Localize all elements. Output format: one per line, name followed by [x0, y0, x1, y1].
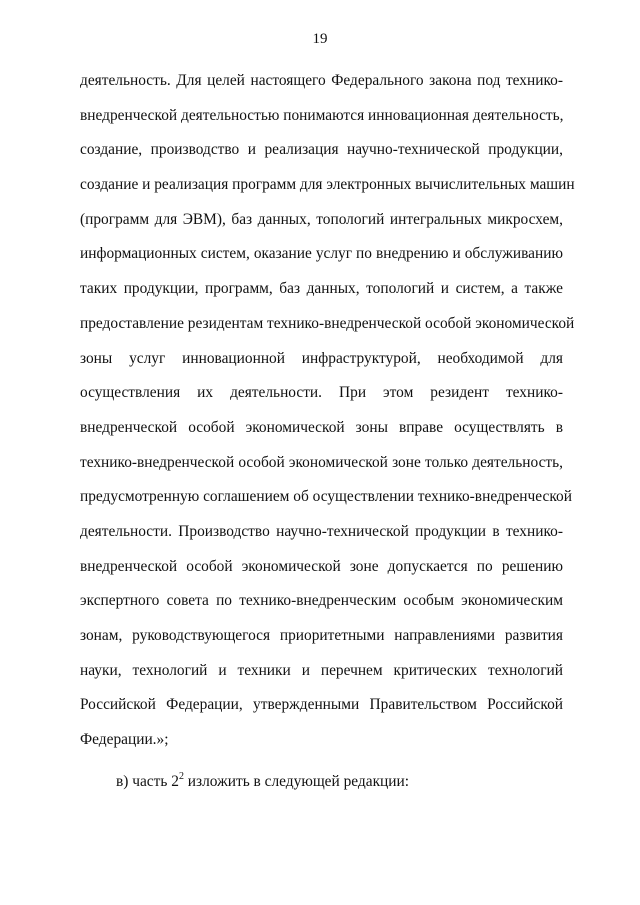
paragraph-line: технико-внедренческой особой экономической зоне только деятельность,	[80, 453, 563, 471]
item-superscript: 2	[178, 771, 184, 782]
paragraph-line: создание, производство и реализация научно-технической продукции,	[80, 141, 563, 159]
paragraph-line: науки, технологий и техники и перечнем критических технологий	[80, 661, 563, 679]
paragraph-line: деятельности. Производство научно-технической продукции в технико-	[80, 522, 563, 540]
paragraph-line: зоны услуг инновационной инфраструктурой, необходимой для	[80, 349, 563, 367]
paragraph-line: создание и реализация программ для электронных вычислительных машин	[80, 176, 575, 194]
paragraph-line: (программ для ЭВМ), баз данных, топологий интегральных микросхем,	[80, 210, 563, 228]
page-number: 19	[312, 31, 328, 47]
body-paragraph	[80, 64, 575, 758]
paragraph-line: экспертного совета по технико-внедренческим особым экономическим	[80, 592, 563, 610]
item-text-start: в) часть 2	[116, 773, 179, 790]
paragraph-line: деятельность. Для целей настоящего Федерального закона под технико-	[80, 72, 563, 89]
paragraph-line: зонам, руководствующегося приоритетными направлениями развития	[80, 627, 563, 644]
paragraph-line: предусмотренную соглашением об осуществлении технико-внедренческой	[80, 488, 572, 506]
paragraph-line: таких продукции, программ, баз данных, топологий и систем, а также	[80, 280, 563, 298]
paragraph-line: предоставление резидентам технико-внедренческой особой экономической	[80, 314, 575, 332]
paragraph-line: осуществления их деятельности. При этом резидент технико-	[80, 384, 563, 402]
paragraph-line: Федерации.»;	[80, 731, 169, 749]
paragraph-line: внедренческой особой экономической зоны вправе осуществлять в	[80, 418, 563, 436]
paragraph-line: внедренческой особой экономической зоне допускается по решению	[80, 557, 563, 575]
paragraph-line: информационных систем, оказание услуг по внедрению и обслуживанию	[80, 245, 563, 263]
paragraph-line: внедренческой деятельностью понимаются инновационная деятельность,	[80, 106, 564, 124]
item-text-end: изложить в следующей редакции:	[183, 773, 410, 790]
amendment-item	[116, 765, 409, 799]
paragraph-line: Российской Федерации, утвержденными Правительством Российской	[80, 696, 563, 714]
